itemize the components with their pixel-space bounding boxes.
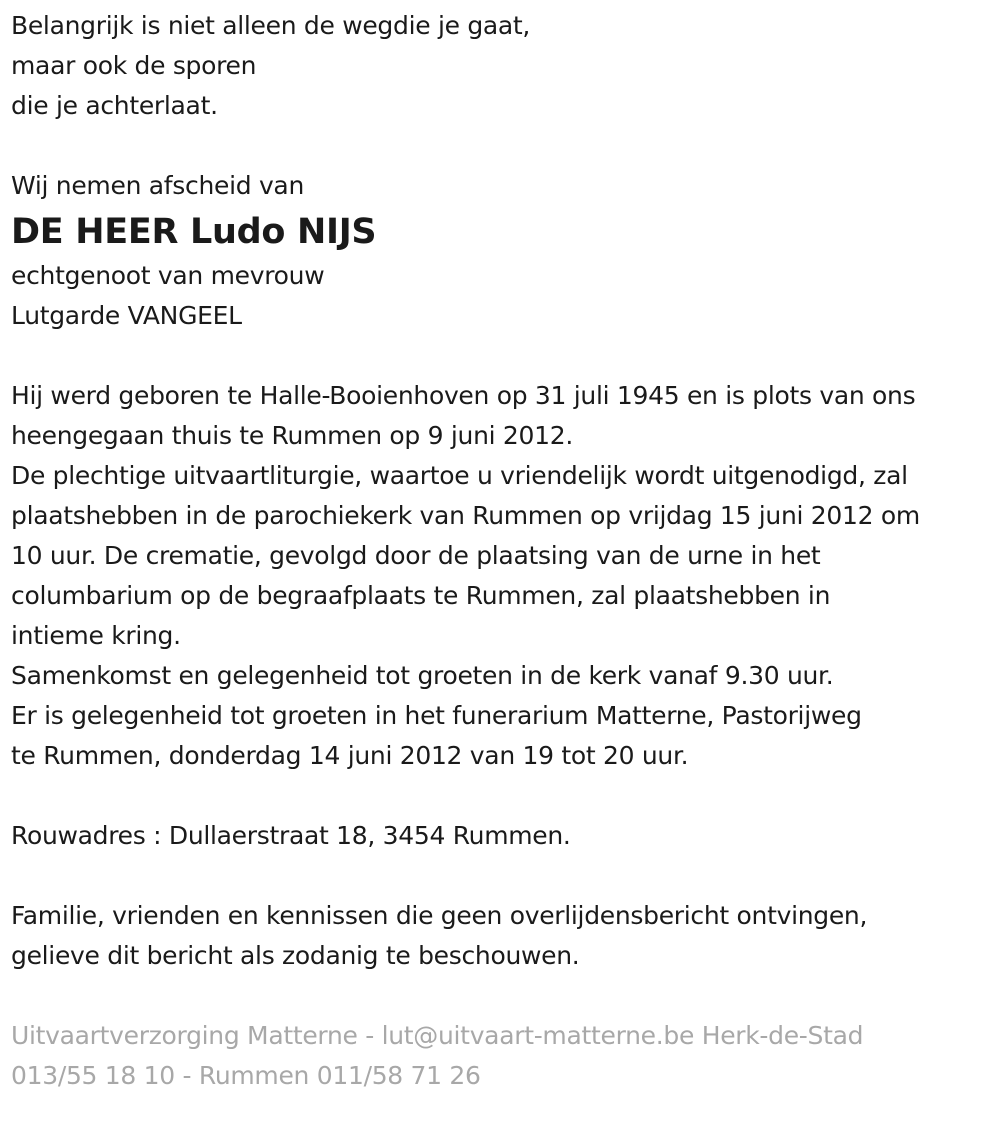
deceased-name: DE HEER Ludo NIJS: [11, 212, 377, 252]
spouse-name: Lutgarde VANGEEL: [11, 301, 242, 330]
body-line: Samenkomst en gelegenheid tot groeten in de kerk vanaf 9.30 uur.: [11, 661, 834, 690]
spacer: [11, 126, 996, 166]
body-line: heengegaan thuis te Rummen op 9 juni 2012.: [11, 421, 573, 450]
body-line: Er is gelegenheid tot groeten in het funerarium Matterne, Pastorijweg: [11, 701, 862, 730]
body-line: te Rummen, donderdag 14 juni 2012 van 19 tot 20 uur.: [11, 741, 689, 770]
footer-line: 013/55 18 10 - Rummen 011/58 71 26: [11, 1061, 481, 1090]
funeral-home-footer: [11, 1016, 996, 1096]
body-line: Hij werd geboren te Halle-Booienhoven op 31 juli 1945 en is plots van ons: [11, 381, 916, 410]
body-line: 10 uur. De crematie, gevolgd door de plaatsing van de urne in het: [11, 541, 821, 570]
poem: [11, 6, 996, 126]
notice-text: [11, 896, 996, 976]
notice-line: Familie, vrienden en kennissen die geen overlijdensbericht ontvingen,: [11, 901, 868, 930]
spacer: [11, 336, 996, 376]
footer-line: Uitvaartverzorging Matterne - lut@uitvaart-matterne.be Herk-de-Stad: [11, 1021, 864, 1050]
poem-line: die je achterlaat.: [11, 91, 218, 120]
body-line: De plechtige uitvaartliturgie, waartoe u vriendelijk wordt uitgenodigd, zal: [11, 461, 908, 490]
body-text: [11, 376, 996, 776]
body-line: intieme kring.: [11, 621, 181, 650]
poem-line: Belangrijk is niet alleen de wegdie je gaat,: [11, 11, 531, 40]
body-line: columbarium op de begraafplaats te Rummen, zal plaatshebben in: [11, 581, 831, 610]
notice-line: gelieve dit bericht als zodanig te beschouwen.: [11, 941, 580, 970]
poem-line: maar ook de sporen: [11, 51, 257, 80]
body-line: plaatshebben in de parochiekerk van Rummen op vrijdag 15 juni 2012 om: [11, 501, 920, 530]
obituary-notice: [11, 6, 996, 1096]
spacer: [11, 856, 996, 896]
spacer: [11, 976, 996, 1016]
spacer: [11, 776, 996, 816]
mourning-address: Rouwadres : Dullaerstraat 18, 3454 Rummen.: [11, 821, 571, 850]
intro-text: Wij nemen afscheid van: [11, 171, 304, 200]
relation-line: echtgenoot van mevrouw: [11, 261, 325, 290]
